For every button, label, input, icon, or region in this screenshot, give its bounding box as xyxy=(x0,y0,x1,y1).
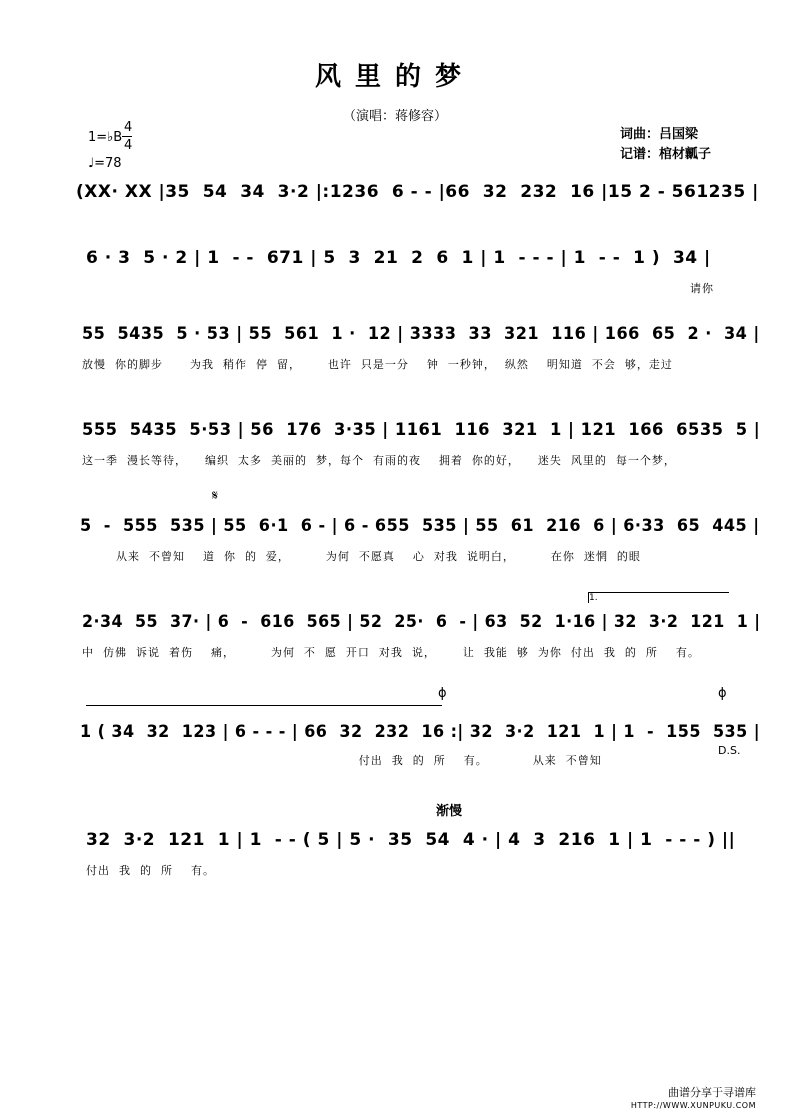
staff-system-2 xyxy=(0,246,790,306)
staff-system-6 xyxy=(0,593,790,670)
dal-segno-mark: D.S. xyxy=(718,744,741,757)
coda-mark: ϕ xyxy=(438,686,447,701)
lyric-line: 放慢 你的脚步 为我 稍作 停 留， 也许 只是一分 钟 一秒钟， 纵然 明知道 不会 够，走过 xyxy=(82,358,673,371)
staff-system-7 xyxy=(0,686,790,780)
first-ending-bracket xyxy=(588,592,729,603)
footer-source: 曲谱分享于寻谱库 xyxy=(668,1086,756,1099)
time-signature-top: 4 xyxy=(124,120,133,135)
staff-system-4 xyxy=(0,418,790,478)
staff-system-5 xyxy=(0,488,790,574)
time-signature-bottom: 4 xyxy=(124,138,133,153)
notation-line: 555 5435 5·53 | 56 176 3·35 | 1161 116 321 1 | 121 166 6535 5 | xyxy=(82,420,761,440)
notation-line: 1 ( 34 32 123 | 6 - - - | 66 32 232 16 :| 32 3·2 121 1 | 1 - 155 535 | xyxy=(80,722,761,742)
time-signature-divider xyxy=(122,136,132,137)
lyric-line: 从来 不曾知 道 你 的 爱， 为何 不愿真 心 对我 说明白， 在你 迷惘 的眼 xyxy=(80,550,641,563)
lyric-line: 付出 我 的 所 有。 xyxy=(86,864,215,877)
lyric-line: 请你 xyxy=(690,282,714,295)
footer-url: HTTP://WWW.XUNPUKU.COM xyxy=(630,1101,756,1110)
lyric-line: 这一季 漫长等待， 编织 太多 美丽的 梦，每个 有雨的夜 拥着 你的好， 迷失 风里的 每一个梦， xyxy=(82,454,676,467)
coda-mark-end: ϕ xyxy=(718,686,727,701)
notation-line: 55 5435 5 · 53 | 55 561 1 · 12 | 3333 33 321 116 | 166 65 2 · 34 | xyxy=(82,324,760,344)
staff-system-3 xyxy=(0,322,790,382)
repeat-span-line xyxy=(86,705,442,706)
first-ending-label: 1. xyxy=(589,593,598,603)
page-title: 风里的梦 xyxy=(314,62,475,92)
notation-line: 2·34 55 37· | 6 - 616 565 | 52 25· 6 - | 63 52 1·16 | 32 3·2 121 1 | xyxy=(82,612,761,632)
transcriber-credit: 记谱：棺材瓤子 xyxy=(620,147,712,162)
notation-line: 5 - 555 535 | 55 6·1 6 - | 6 - 655 535 | 55 61 216 6 | 6·33 65 445 | xyxy=(80,516,760,536)
notation-line: 6 · 3 5 · 2 | 1 - - 671 | 5 3 21 2 6 1 | 1 - - - | 1 - - 1 ) 34 | xyxy=(86,248,711,268)
notation-line: (XX· XX |35 54 34 3·2 |:1236 6 - - |66 32 232 16 |15 2 - 561235 | xyxy=(76,182,759,202)
key-signature: 1=♭B xyxy=(88,130,123,145)
notation-line: 32 3·2 121 1 | 1 - - ( 5 | 5 · 35 54 4 · | 4 3 216 1 | 1 - - - ) || xyxy=(86,830,736,850)
singer-credit: （演唱：蒋修容） xyxy=(342,109,447,124)
staff-system-1 xyxy=(0,180,790,240)
staff-system-8 xyxy=(0,804,790,888)
segno-mark: 𝄋 xyxy=(212,488,219,504)
lyrics-music-credit: 词曲：吕国梁 xyxy=(620,127,699,142)
lyric-line: 付出 我 的 所 有。 从来 不曾知 xyxy=(80,754,602,767)
lyric-line: 中 仿佛 诉说 着伤 痛， 为何 不 愿 开口 对我 说， 让 我能 够 为你 付出 我 的 所 有。 xyxy=(82,646,700,659)
tempo-marking: ♩=78 xyxy=(88,156,122,171)
tempo-change-marking: 渐慢 xyxy=(436,804,463,819)
